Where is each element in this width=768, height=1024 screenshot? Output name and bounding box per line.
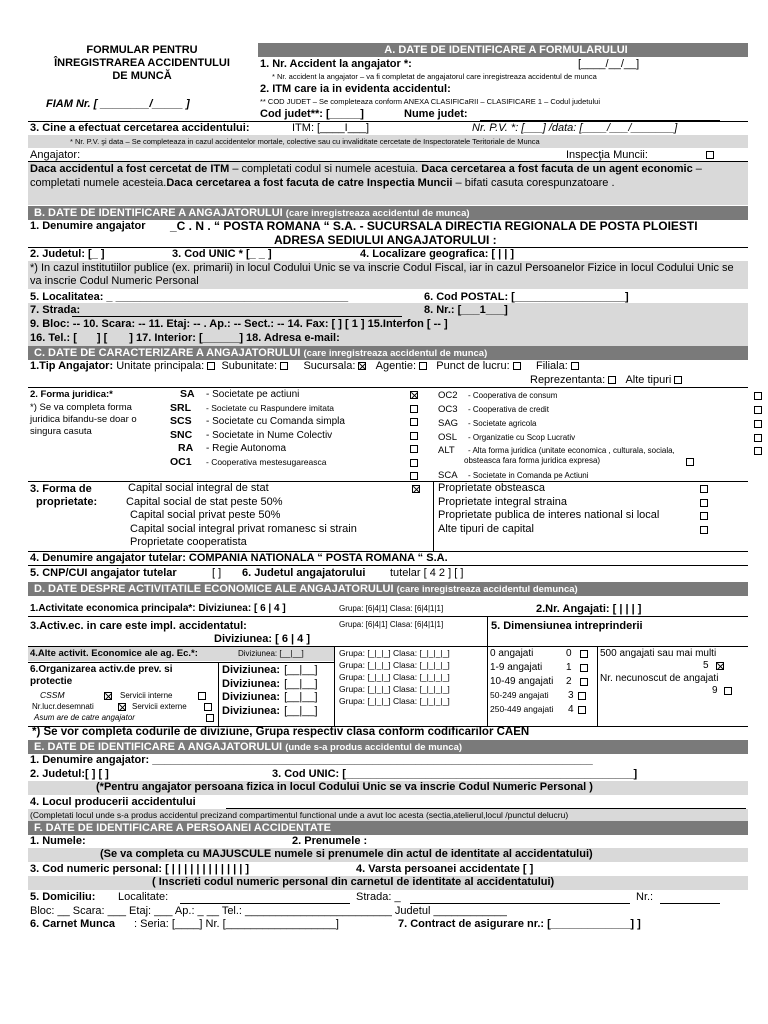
proprietate-checkbox[interactable] <box>700 485 708 493</box>
proprietate-label-line2: proprietate: <box>36 496 98 508</box>
proprietate-label-line1: 3. Forma de <box>30 483 92 495</box>
accident-number-label: 1. Nr. Accident la angajator *: <box>260 58 412 70</box>
cod-unic-field[interactable]: 3. Cod UNIC * [_ _ ] <box>172 248 272 260</box>
forma-juridica-row <box>438 456 600 465</box>
forma-checkbox[interactable] <box>410 472 418 480</box>
forma-checkbox[interactable] <box>686 458 694 466</box>
activitate-principala[interactable]: 1.Activitate economica principala*: Diviziunea: [ 6 | 4 ] <box>30 603 286 614</box>
strada-label: 7. Strada: <box>30 304 81 316</box>
forma-desc: - Organizatie cu Scop Lucrativ <box>468 433 576 442</box>
section-d-header <box>28 582 748 596</box>
forma-desc: - Societate agricola <box>468 419 537 428</box>
sucursala-checkbox[interactable] <box>358 362 366 370</box>
forma-checkbox[interactable] <box>410 391 418 399</box>
grupa-divider <box>334 646 335 726</box>
tel-sep: ] [ <box>96 332 108 344</box>
tip-unitate: Unitate principala: <box>116 360 205 372</box>
e-locul-label: 4. Locul producerii accidentului <box>30 796 196 808</box>
grupa-clasa-principala[interactable]: Grupa: [6|4|1] Clasa: [6|4|1|1] <box>339 604 444 613</box>
section-c-subtitle: (care inregistreaza accidentul de munca) <box>303 348 488 359</box>
forma-checkbox[interactable] <box>754 447 762 455</box>
cnp-tutelar-field[interactable]: [ ] <box>212 567 222 579</box>
forma-juridica-row <box>438 404 549 415</box>
forma-juridica-row <box>170 442 286 454</box>
adresa-sediu-heading: ADRESA SEDIULUI ANGAJATORULUI : <box>274 233 497 247</box>
f-carnet-label: 6. Carnet Munca <box>30 918 115 930</box>
forma-code: SCS <box>170 415 192 427</box>
forma-checkbox[interactable] <box>410 405 418 413</box>
forma-code: SA <box>180 388 195 400</box>
forma-juridica-row <box>170 429 332 441</box>
punct-lucru-checkbox[interactable] <box>513 362 521 370</box>
tip-punct-lucru: Punct de lucru: <box>436 360 510 372</box>
dim-right-1: 500 angajati sau mai multi <box>600 648 717 659</box>
proprietate-checkbox[interactable] <box>700 512 708 520</box>
f-localitate-line[interactable] <box>180 903 350 904</box>
divider <box>28 662 334 663</box>
asumare-label: Asum are de catre angajator <box>34 713 135 722</box>
cod-judet-note: ** COD JUDET – Se completeaza conform ANEXA CLASIFICaRII – CLASIFICARE 1 – Codul judetului <box>260 97 601 106</box>
judetul-field[interactable]: 2. Judetul: [_ ] <box>30 248 105 260</box>
diviziune-row <box>222 705 318 717</box>
forma-code: SAG <box>438 418 459 429</box>
dimensiune-checkbox[interactable] <box>580 650 588 658</box>
dimensiune-code: 1 <box>566 662 572 673</box>
f-carnet-field[interactable]: : Seria: [____] Nr. [__________________] <box>134 918 339 930</box>
accident-number-note: * Nr. accident la angajator – va fi completat de angajatorul care inregistreaza accidentul de munca <box>272 72 597 81</box>
form-title-line2: ÎNREGISTRAREA ACCIDENTULUI <box>54 57 230 69</box>
form-title-line3: DE MUNCĂ <box>112 70 172 82</box>
proprietate-option: Proprietate integral straina <box>438 495 568 508</box>
servicii-interne-label: Servicii interne <box>120 691 173 700</box>
inspectia-checkbox[interactable] <box>706 151 714 159</box>
forma-checkbox[interactable] <box>410 445 418 453</box>
forma-code: OC3 <box>438 404 458 415</box>
strada-line[interactable] <box>72 316 402 317</box>
dim-500-checkbox[interactable] <box>716 662 724 670</box>
nume-judet-label: Nume judet: <box>404 108 468 120</box>
dim-right-2: Nr. necunoscut de angajati <box>600 673 719 684</box>
forma-juridica-row <box>170 456 326 468</box>
grupa-clasa-field[interactable]: Grupa: [_|_|_] Clasa: [_|_|_|_] <box>339 696 450 706</box>
itm-code-field[interactable]: ITM: [____I___] <box>292 122 370 134</box>
f-nr-label: Nr.: <box>636 891 654 903</box>
forma-code: RA <box>178 442 194 454</box>
f-cnp-field[interactable]: 3. Cod numeric personal: [ | | | | | | | | | | | | ] <box>30 863 250 875</box>
form-title <box>28 44 256 83</box>
nr-lucr-label: Nr.lucr.desemnati <box>32 702 94 711</box>
forma-code: OSL <box>438 432 458 443</box>
tip-angajator-label: 1.Tip Angajator: <box>30 360 114 372</box>
divider <box>28 387 748 388</box>
forma-desc: - Societate pe actiuni <box>206 389 300 400</box>
forma-desc: - Societate cu Comanda simpla <box>206 416 345 427</box>
dimensiune-row <box>490 676 614 687</box>
tel-label: 16. Tel.: [ <box>30 332 77 344</box>
nr-angajati-field[interactable]: 2.Nr. Angajati: [ | | | ] <box>536 603 642 615</box>
dimensiune-option: 1-9 angajati <box>490 662 543 673</box>
tip-reprezentanta: Reprezentanta: <box>530 374 606 386</box>
section-f-header: F. DATE DE IDENTIFICARE A PERSOANEI ACCIDENTATE <box>28 821 748 835</box>
cnp-tutelar-label: 5. CNP/CUI angajator tutelar <box>30 567 177 579</box>
proprietate-checkbox[interactable] <box>700 526 708 534</box>
alte-tipuri-checkbox[interactable] <box>674 376 682 384</box>
diviziune-label: Diviziunea: <box>222 704 281 717</box>
diviziune-row <box>222 664 318 676</box>
inspectia-label: Inspecţia Muncii: <box>566 149 648 161</box>
alte-activitati-label: 4.Alte activit. Economice ale ag. Ec.*: <box>30 648 198 659</box>
forma-note-line3: singura casuta <box>30 426 92 437</box>
forma-juridica-row <box>438 418 536 429</box>
dimensiune-option: 0 angajati <box>490 648 534 659</box>
organizare-label: 6.Organizarea activ.de prev. si protectie <box>30 664 173 687</box>
forma-desc: - Societate in Nume Colectiv <box>206 429 333 441</box>
forma-juridica-row <box>170 415 345 427</box>
dimensiune-option: 250-449 angajati <box>490 704 554 714</box>
dimensiune-code: 3 <box>568 690 574 701</box>
forma-checkbox[interactable] <box>754 392 762 400</box>
dim-unknown-checkbox[interactable] <box>724 687 732 695</box>
tip-angajator-row <box>30 360 579 372</box>
proprietate-option: Proprietate obsteasca <box>438 482 546 494</box>
forma-juridica-label: 2. Forma juridica:* <box>30 389 113 400</box>
proprietate-option: Capital social integral privat romanesc si strain <box>130 522 357 535</box>
f-strada-label[interactable]: Strada: _ <box>356 891 401 903</box>
e-denumire-field[interactable]: 1. Denumire angajator: ________________________________________________________________________ <box>30 754 593 766</box>
f-nr-line[interactable] <box>660 903 720 904</box>
forma-code: SNC <box>170 428 193 441</box>
forma-juridica-row <box>438 445 675 456</box>
tel-row[interactable] <box>30 332 340 344</box>
proprietate-option: Proprietate cooperatista <box>130 536 247 548</box>
dim-right-1-code: 5 <box>703 660 709 671</box>
proprietate-option: Capital social integral de stat <box>128 482 269 494</box>
f-strada-line[interactable] <box>410 903 630 904</box>
dimensiune-checkbox[interactable] <box>578 706 586 714</box>
forma-code: ALT <box>438 445 455 456</box>
activitate-impl-label: 3.Activ.ec. in care este impl. accidentatul: <box>30 620 247 632</box>
angajator-label: Angajator: <box>30 149 81 161</box>
f-numele-label[interactable]: 1. Numele: <box>30 835 86 847</box>
nr-field[interactable]: 8. Nr.: [___1___] <box>424 304 508 316</box>
filiala-checkbox[interactable] <box>571 362 579 370</box>
diviziune-label: Diviziunea: <box>222 677 281 690</box>
denumire-angajator-value[interactable]: _C . N . “ POSTA ROMANA “ S.A. - SUCURSALA DIRECTIA REGIONALA DE POSTA PLOIESTI <box>170 219 698 233</box>
cssm-label: CSSM <box>40 690 65 700</box>
agentie-checkbox[interactable] <box>419 362 427 370</box>
forma-juridica-row <box>170 388 299 400</box>
section-d-title: D. DATE DESPRE ACTIVITATILE ECONOMICE ALE ANGAJATORULUI <box>34 583 394 595</box>
judet-tutelar-label: 6. Judetul angajatorului <box>242 567 366 579</box>
section-d-subtitle: (care inregistreaza accidentul demunca) <box>396 584 578 595</box>
dimensiune-code: 2 <box>566 676 572 687</box>
section-e-title: E. DATE DE IDENTIFICARE A ANGAJATORULUI <box>34 741 283 753</box>
dimensiune-label: 5. Dimensiunea intreprinderii <box>491 620 643 632</box>
servicii-interne-checkbox[interactable] <box>198 692 206 700</box>
diviziune-row <box>222 678 318 690</box>
forma-code: OC1 <box>170 455 192 468</box>
info-inspectia: Daca cercetarea a fost facuta de catre Inspectia Muncii <box>166 176 453 189</box>
f-localitate-label: Localitate: <box>118 891 169 903</box>
forma-juridica-row <box>170 402 334 414</box>
servicii-externe-label: Servicii externe <box>132 702 187 711</box>
forma-desc: - Cooperativa mestesugareasca <box>206 456 327 467</box>
proprietate-option: Capital social privat peste 50% <box>130 509 281 521</box>
section-e-subtitle: (unde s-a produs accidentul de munca) <box>285 742 463 753</box>
tip-agentie: Agentie: <box>375 360 417 372</box>
localizare-field[interactable]: 4. Localizare geografica: [ | | ] <box>360 248 515 260</box>
forma-desc: - Societate cu Raspundere imitata <box>206 402 335 413</box>
f-bloc-row[interactable]: Bloc: __ Scara: ___ Etaj: ___ Ap.: _ __ Tel.: ________________________ Judetul ____________ <box>30 905 507 917</box>
caen-footnote: *) Se vor completa codurile de diviziune, Grupa respectiv clasa conform codificarilor CAEN <box>32 726 530 738</box>
section-e-header <box>28 740 748 754</box>
info-agent: Daca cercetarea a fost facuta de un agent economic <box>421 163 693 175</box>
forma-checkbox[interactable] <box>410 459 418 467</box>
cod-fiscal-note: *) In cazul institutiilor publice (ex. primarii) in locul Codului Unic se va inscrie Codul Fiscal, iar in cazul Persoanelor Fizice in locul Codului Unic se va inscrie Codul Numeric Personal <box>30 262 734 287</box>
cod-judet-field[interactable]: Cod judet**: [_____] <box>260 108 364 120</box>
tip-angajator-row2 <box>530 374 682 386</box>
info-itm: Daca accidentul a fost cercetat de ITM <box>30 163 230 175</box>
divider <box>28 616 748 617</box>
f-contract-field[interactable]: 7. Contract de asigurare nr.: [_____________] ] <box>398 918 641 930</box>
forma-desc: obsteasca fara forma juridica expresa) <box>464 456 601 465</box>
forma-proprietate-label <box>30 483 97 509</box>
dimensiune-option: 50-249 angajati <box>490 690 549 700</box>
forma-juridica-row <box>438 390 557 401</box>
nr-lucr-checkbox[interactable] <box>118 703 126 711</box>
interior-email-label: ] 17. Interior: [______] 18. Adresa e-mail: <box>129 332 340 344</box>
forma-desc: - Societate in Comanda pe Actiuni <box>468 471 589 480</box>
grupa-clasa-field[interactable]: Grupa: [_|_|_] Clasa: [_|_|_|_] <box>339 648 450 658</box>
servicii-externe-checkbox[interactable] <box>204 703 212 711</box>
forma-checkbox[interactable] <box>410 418 418 426</box>
forma-code: SRL <box>170 401 191 414</box>
angajator-tutelar[interactable]: 4. Denumire angajator tutelar: COMPANIA NATIONALA “ POSTA ROMANA “ S.A. <box>30 552 448 564</box>
dimensiune-row <box>490 662 614 673</box>
forma-desc: - Cooperativa de consum <box>468 391 558 400</box>
forma-desc: - Cooperativa de credit <box>468 405 549 414</box>
proprietate-option: Capital social de stat peste 50% <box>126 495 283 508</box>
diviziune-field[interactable]: [__|__] <box>284 677 318 690</box>
proprietate-option: Alte tipuri de capital <box>438 522 534 535</box>
cssm-checkbox[interactable] <box>104 692 112 700</box>
section-c-header <box>28 346 748 360</box>
info-agent-text: – completati numele acesteia. <box>30 163 702 189</box>
forma-juridica-note <box>30 402 137 438</box>
diviziune-label: Diviziunea: <box>222 691 281 703</box>
forma-code: SCA <box>438 470 458 481</box>
forma-code: OC2 <box>438 390 458 401</box>
f-prenumele-label[interactable]: 2. Prenumele : <box>292 835 368 847</box>
section-b-subtitle: (care inregistreaza accidentul de munca) <box>285 208 470 219</box>
forma-note-line1: *) Se va completa forma <box>30 402 132 413</box>
grupa-clasa-field[interactable]: Grupa: [_|_|_] Clasa: [_|_|_|_] <box>339 660 450 670</box>
tip-sucursala: Sucursala: <box>303 360 356 372</box>
diviziune-row <box>222 691 318 703</box>
unitate-checkbox[interactable] <box>207 362 215 370</box>
proprietate-checkbox[interactable] <box>412 485 420 493</box>
diviziune-field[interactable]: [__|__] <box>284 664 318 676</box>
forma-desc: - Regie Autonoma <box>206 443 287 454</box>
tip-subunitate: Subunitate: <box>221 360 278 372</box>
forma-checkbox[interactable] <box>754 406 762 414</box>
div-divider <box>218 662 219 726</box>
section-a-header: A. DATE DE IDENTIFICARE A FORMULARULUI <box>258 43 748 57</box>
section-b-title: B. DATE DE IDENTIFICARE A ANGAJATORULUI <box>34 207 283 219</box>
f-varsta-field[interactable]: 4. Varsta persoanei accidentate [ ] <box>356 863 534 875</box>
asumare-checkbox[interactable] <box>206 714 214 722</box>
diviziune-field[interactable]: [__|__] <box>284 704 318 717</box>
grupa-clasa-field[interactable]: Grupa: [_|_|_] Clasa: [_|_|_|_] <box>339 684 450 694</box>
dimensiune-code: 0 <box>566 648 572 659</box>
fiam-number[interactable]: FIAM Nr. [ ________/_____ ] <box>46 98 190 110</box>
alte-activitati-div[interactable]: Diviziunea: [__|__] <box>238 649 304 658</box>
proprietate-option: Proprietate publica de interes national si local <box>438 509 660 521</box>
forma-checkbox[interactable] <box>410 432 418 440</box>
grupa-clasa-impl[interactable]: Grupa: [6|4|1] Clasa: [6|4|1|1] <box>339 620 444 629</box>
pv-number-field[interactable]: Nr. P.V. *: [___] /data: [____/___/_______] <box>472 122 678 134</box>
proprietate-checkbox[interactable] <box>700 499 708 507</box>
judet-tutelar-field[interactable]: tutelar [ 4 2 ] [ ] <box>390 567 464 579</box>
forma-juridica-row <box>438 470 589 481</box>
e-cod-note: (*Pentru angajator persoana fizica in locul Codului Unic se va inscrie Codul Numeric Personal ) <box>96 781 593 793</box>
subunitate-checkbox[interactable] <box>280 362 288 370</box>
divider <box>28 565 748 566</box>
info-paragraph <box>30 163 746 190</box>
info-itm-text: – completati codul si numele acestuia. <box>229 163 422 175</box>
grupa-clasa-field[interactable]: Grupa: [_|_|_] Clasa: [_|_|_|_] <box>339 672 450 682</box>
diviziune-label: Diviziunea: <box>222 664 281 676</box>
f-domiciliu-label: 5. Domiciliu: <box>30 891 96 903</box>
dimensiune-option: 10-49 angajati <box>490 676 554 687</box>
dim-divider <box>487 616 488 726</box>
accident-number-field[interactable]: [____/__/__] <box>578 58 640 70</box>
diviziune-field[interactable]: [__|__] <box>284 691 318 703</box>
forma-note-line2: juridica bifandu-se doar o <box>30 414 137 425</box>
dim-right-2-code: 9 <box>712 685 718 696</box>
pv-note: * Nr. P.V. şi data – Se completeaza in cazul accidentelor mortale, colective sau cu invaliditate cercetate de Inspectoratele Teritoriale de Munca <box>70 137 540 146</box>
forma-checkbox[interactable] <box>754 434 762 442</box>
reprezentanta-checkbox[interactable] <box>608 376 616 384</box>
dimensiune-code: 4 <box>568 704 574 715</box>
activitate-impl-div[interactable]: Diviziunea: [ 6 | 4 ] <box>214 633 310 645</box>
bloc-row[interactable]: 9. Bloc: -- 10. Scara: -- 11. Etaj: -- . Ap.: -- Sect.: -- 14. Fax: [ ] [ 1 ] 15.Interfon [ -- ] <box>30 318 448 330</box>
itm-label: 2. ITM care ia in evidenta accidentul: <box>260 83 451 95</box>
denumire-angajator-label: 1. Denumire angajator <box>30 220 146 232</box>
f-majuscule-note: (Se va completa cu MAJUSCULE numele si prenumele din actul de identitate al accidentatului) <box>100 848 593 860</box>
f-cnp-note: ( Inscrieti codul numeric personal din carnetul de identitate al accidentatului) <box>152 876 555 888</box>
dimensiune-checkbox[interactable] <box>580 664 588 672</box>
e-judetul-field[interactable]: 2. Judetul:[ ] [ ] <box>30 768 109 780</box>
dimensiune-checkbox[interactable] <box>580 678 588 686</box>
forma-checkbox[interactable] <box>754 420 762 428</box>
dimensiune-row <box>490 690 614 701</box>
e-locul-note: (Completati locul unde s-a produs accidentul precizand compartimentul functional unde a avut loc acesta (sectia,atelierul,locul /punctul delucru) <box>30 810 569 820</box>
tip-filiala: Filiala: <box>535 360 568 372</box>
tip-alte: Alte tipuri <box>625 374 672 386</box>
section-b-header <box>28 206 748 220</box>
dimensiune-checkbox[interactable] <box>578 692 586 700</box>
section-c-title: C. DATE DE CARACTERIZARE A ANGAJATORULUI <box>34 347 301 359</box>
cercetare-label: 3. Cine a efectuat cercetarea accidentului: <box>30 122 250 134</box>
info-inspectia-text: – bifati casuta corespunzatoare . <box>452 176 615 189</box>
localitatea-field[interactable]: 5. Localitatea: _ ______________________________________ <box>30 291 349 303</box>
e-cod-unic-field[interactable]: 3. Cod UNIC: [_______________________________________________] <box>272 768 638 780</box>
forma-desc: - Alta forma juridica (unitate economica , culturala, sociala, <box>468 446 675 455</box>
cod-postal-field[interactable]: 6. Cod POSTAL: [__________________] <box>424 291 629 303</box>
dimensiune-row <box>490 648 614 659</box>
prop-divider <box>433 481 434 551</box>
form-title-line1: FORMULAR PENTRU <box>86 44 198 56</box>
dimensiune-row <box>490 704 614 715</box>
forma-juridica-row <box>438 432 575 443</box>
